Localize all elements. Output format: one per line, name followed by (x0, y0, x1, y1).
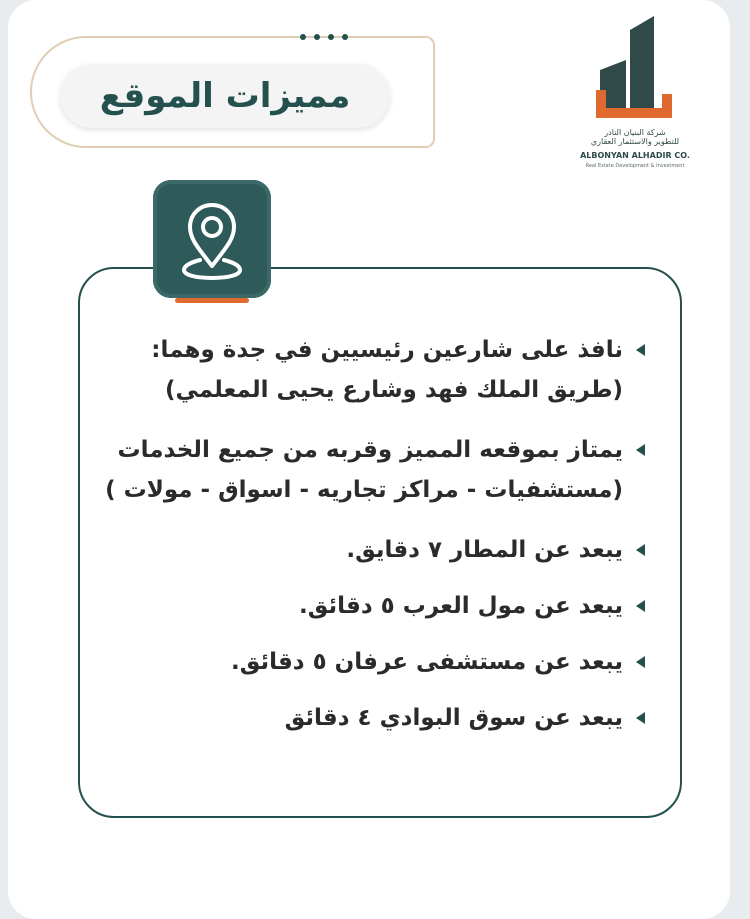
dot (342, 34, 348, 40)
location-tile-stripe (175, 298, 249, 303)
dot (300, 34, 306, 40)
list-item: نافذ على شارعين رئيسيين في جدة وهما: (طريق الملك فهد وشارع يحيى المعلمي) (100, 330, 645, 410)
bullet-icon (636, 600, 645, 612)
features-list (100, 330, 645, 738)
dot (314, 34, 320, 40)
list-item: يبعد عن مستشفى عرفان ٥ دقائق. (100, 642, 645, 682)
logo-name-ar: شركة البنيان النادر للتطوير والاستثمار العقاري (590, 128, 680, 146)
bullet-icon (636, 344, 645, 356)
logo-subtitle-en: Real Estate Development & Investment (585, 163, 685, 169)
page-title: مميزات الموقع (99, 76, 351, 116)
list-item: يبعد عن سوق البوادي ٤ دقائق (100, 698, 645, 738)
company-logo (575, 10, 695, 178)
list-item: يمتاز بموقعه المميز وقربه من جميع الخدمات (مستشفيات - مراكز تجاريه - اسواق - مولات ) (100, 430, 645, 510)
building-logo-icon (590, 10, 680, 126)
location-tile (153, 180, 271, 304)
bullet-icon (636, 712, 645, 724)
location-pin-icon (178, 200, 246, 280)
dot (328, 34, 334, 40)
bullet-icon (636, 656, 645, 668)
bullet-icon (636, 544, 645, 556)
bullet-icon (636, 444, 645, 456)
title-pill (60, 64, 390, 128)
list-item: يبعد عن مول العرب ٥ دقائق. (100, 586, 645, 626)
logo-name-en: ALBONYAN ALHADIR CO. (580, 151, 690, 160)
list-item: يبعد عن المطار ٧ دقايق. (100, 530, 645, 570)
decorative-dots (300, 34, 348, 40)
